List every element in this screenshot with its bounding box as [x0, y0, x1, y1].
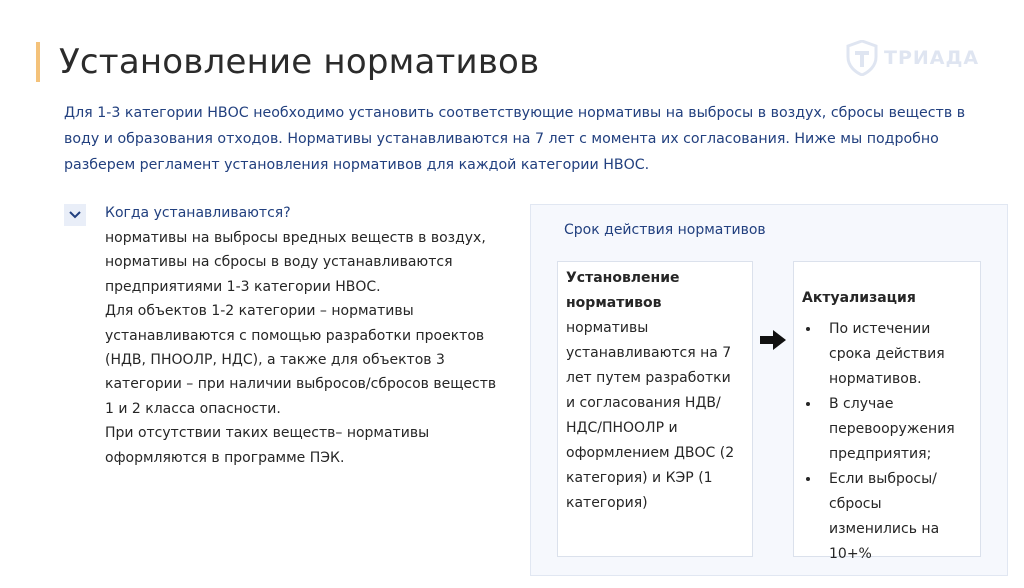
arrow-right-icon	[759, 329, 787, 351]
faq-answer-paragraph: Для объектов 1-2 категории – нормативы устанавливаются с помощью разработки проектов (НДВ, ПНООЛР, НДС), а также для объектов 3 категории – при наличии выбросов/сбросов веществ 1 и 2 класса опасности.	[105, 303, 497, 417]
title-accent-bar	[36, 42, 40, 82]
faq-toggle-button[interactable]	[64, 204, 86, 226]
update-list	[802, 317, 972, 567]
faq-answer-paragraph: При отсутствии таких веществ– нормативы оформляются в программе ПЭК.	[105, 425, 430, 466]
shield-logo-icon	[846, 40, 878, 76]
page-title: Установление нормативов	[59, 42, 540, 82]
list-item: • В случае перевооружения предприятия;	[821, 392, 972, 467]
establishment-box	[557, 261, 753, 557]
intro-paragraph: Для 1-3 категории НВОС необходимо установить соответствующие нормативы на выбросы в воздух, сбросы веществ в воду и образования отходов. Нормативы устанавливаются на 7 лет с момента их согласования. Ниже мы подробно разберем регламент установления нормативов для каждой категории НВОС.	[64, 105, 966, 173]
validity-card	[530, 204, 1008, 576]
faq-answer	[105, 226, 505, 470]
logo-text: ТРИАДА	[884, 47, 980, 69]
establishment-text: нормативы устанавливаются на 7 лет путем разработки и согласования НДВ/НДС/ПНООЛР и оформлением ДВОС (2 категория) и КЭР (1 категория)	[566, 320, 735, 511]
list-item: • По истечении срока действия нормативов.	[821, 317, 972, 392]
list-item: • Если выбросы/сбросы изменились на 10+%	[821, 467, 972, 567]
chevron-down-icon	[69, 211, 81, 219]
update-box	[793, 261, 981, 562]
company-logo	[846, 40, 979, 76]
faq-question[interactable]: Когда устанавливаются?	[105, 205, 291, 221]
establishment-heading: Установление нормативов	[566, 270, 680, 311]
update-heading: Актуализация	[802, 290, 916, 306]
faq-answer-paragraph: нормативы на выбросы вредных веществ в воздух, нормативы на сбросы в воду устанавливаются предприятиями 1-3 категории НВОС.	[105, 230, 486, 295]
card-title: Срок действия нормативов	[564, 222, 766, 238]
